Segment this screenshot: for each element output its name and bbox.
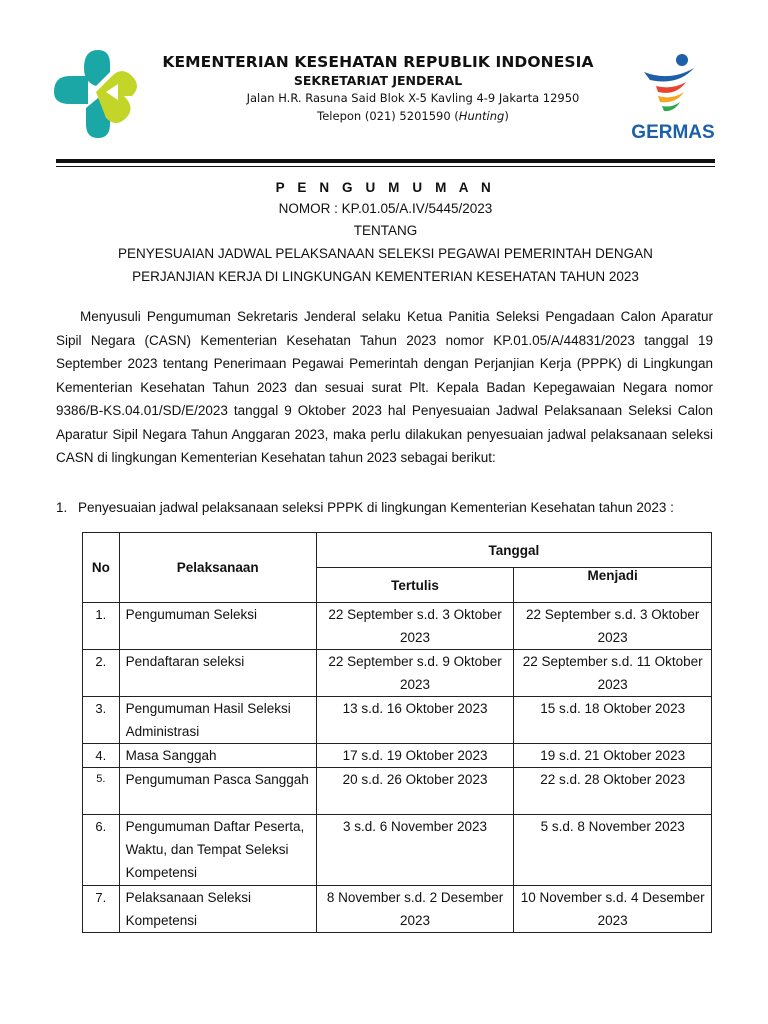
row-pelaksanaan: Masa Sanggah — [119, 744, 316, 768]
kemenkes-logo-icon — [52, 48, 142, 140]
intro-paragraph: Menyusuli Pengumuman Sekretaris Jenderal selaku Ketua Panitia Seleksi Pengadaan Calon Aparatur Sipil Negara (CASN) Kementerian Kesehatan Tahun 2023 nomor KP.01.05/A/44831/2023 tanggal 19 September 2023 tentang Penerimaan Pegawai Pemerintah dengan Perjanjian Kerja (PPPK) di Lingkungan Kementerian Kesehatan Tahun 2023 dan sesuai surat Plt. Kepala Badan Kepegawaian Negara nomor 9386/B-KS.04.01/SD/E/2023 tanggal 9 Oktober 2023 hal Penyesuaian Jadwal Pelaksanaan Seleksi Calon Aparatur Sipil Negara Tahun Anggaran 2023, maka perlu dilakukan penyesuaian jadwal pelaksanaan seleksi CASN di lingkungan Kementerian Kesehatan tahun 2023 sebagai berikut: — [56, 309, 713, 465]
row-menjadi: 22 September s.d. 3 Oktober 2023 — [514, 603, 712, 650]
list-item-number: 1. — [56, 500, 68, 515]
row-no: 5. — [83, 768, 120, 815]
row-pelaksanaan: Pengumuman Hasil Seleksi Administrasi — [119, 697, 316, 744]
row-pelaksanaan: Pengumuman Pasca Sanggah — [119, 768, 316, 815]
subject-line-2: PERJANJIAN KERJA DI LINGKUNGAN KEMENTERIAN KESEHATAN TAHUN 2023 — [132, 269, 639, 284]
row-pelaksanaan: Pengumuman Seleksi — [119, 603, 316, 650]
row-tertulis: 17 s.d. 19 Oktober 2023 — [316, 744, 514, 768]
row-no: 4. — [83, 744, 120, 768]
row-menjadi: 22 September s.d. 11 Oktober 2023 — [514, 650, 712, 697]
row-pelaksanaan: Pelaksanaan Seleksi Kompetensi — [119, 886, 316, 933]
table-row — [83, 886, 712, 933]
list-item-1 — [56, 498, 713, 518]
row-tertulis: 22 September s.d. 9 Oktober 2023 — [316, 650, 514, 697]
header-no: No — [83, 533, 120, 603]
row-no: 3. — [83, 697, 120, 744]
row-menjadi: 22 s.d. 28 Oktober 2023 — [514, 768, 712, 815]
row-no: 1. — [83, 603, 120, 650]
row-no: 7. — [83, 886, 120, 933]
row-pelaksanaan: Pendaftaran seleksi — [119, 650, 316, 697]
phone-suffix: ) — [504, 109, 509, 123]
row-menjadi: 5 s.d. 8 November 2023 — [514, 815, 712, 886]
header-menjadi: Menjadi — [514, 568, 712, 603]
table-row — [83, 650, 712, 697]
ministry-name: KEMENTERIAN KESEHATAN REPUBLIK INDONESIA — [162, 53, 594, 71]
row-tertulis: 20 s.d. 26 Oktober 2023 — [316, 768, 514, 815]
header-tertulis: Tertulis — [316, 568, 514, 603]
row-tertulis: 8 November s.d. 2 Desember 2023 — [316, 886, 514, 933]
letterhead-rule-thin — [56, 166, 715, 167]
row-pelaksanaan: Pengumuman Daftar Peserta, Waktu, dan Tempat Seleksi Kompetensi — [119, 815, 316, 886]
table-row — [83, 603, 712, 650]
table-row — [83, 768, 712, 815]
header-tanggal: Tanggal — [316, 533, 711, 568]
schedule-table — [82, 532, 712, 933]
row-menjadi: 10 November s.d. 4 Desember 2023 — [514, 886, 712, 933]
phone-hunting: Hunting — [458, 109, 505, 123]
table-row — [83, 815, 712, 886]
secretariat-name: SEKRETARIAT JENDERAL — [293, 73, 463, 88]
list-item-text: Penyesuaian jadwal pelaksanaan seleksi PPPK di lingkungan Kementerian Kesehatan tahun 2023 : — [78, 500, 674, 515]
announcement-title: P E N G U M U M A N — [275, 180, 496, 195]
row-menjadi: 19 s.d. 21 Oktober 2023 — [514, 744, 712, 768]
header-pelaksanaan: Pelaksanaan — [119, 533, 316, 603]
announcement-number: NOMOR : KP.01.05/A.IV/5445/2023 — [278, 201, 493, 216]
announcement-heading — [56, 178, 715, 288]
row-tertulis: 13 s.d. 16 Oktober 2023 — [316, 697, 514, 744]
row-tertulis: 22 September s.d. 3 Oktober 2023 — [316, 603, 514, 650]
row-no: 2. — [83, 650, 120, 697]
table-row — [83, 697, 712, 744]
table-row — [83, 744, 712, 768]
address: Jalan H.R. Rasuna Said Blok X-5 Kavling 4-9 Jakarta 12950 — [246, 91, 580, 105]
row-menjadi: 15 s.d. 18 Oktober 2023 — [514, 697, 712, 744]
germas-label: GERMAS — [631, 122, 715, 142]
subject-line-1: PENYESUAIAN JADWAL PELAKSANAAN SELEKSI PEGAWAI PEMERINTAH DENGAN — [118, 246, 653, 261]
phone-prefix: Telepon (021) 5201590 ( — [317, 109, 459, 123]
letterhead — [0, 0, 768, 170]
row-no: 6. — [83, 815, 120, 886]
letterhead-rule-thick — [56, 159, 715, 163]
row-tertulis: 3 s.d. 6 November 2023 — [316, 815, 514, 886]
tentang-label: TENTANG — [353, 223, 418, 238]
germas-logo-icon — [630, 50, 716, 142]
phone — [140, 107, 616, 125]
